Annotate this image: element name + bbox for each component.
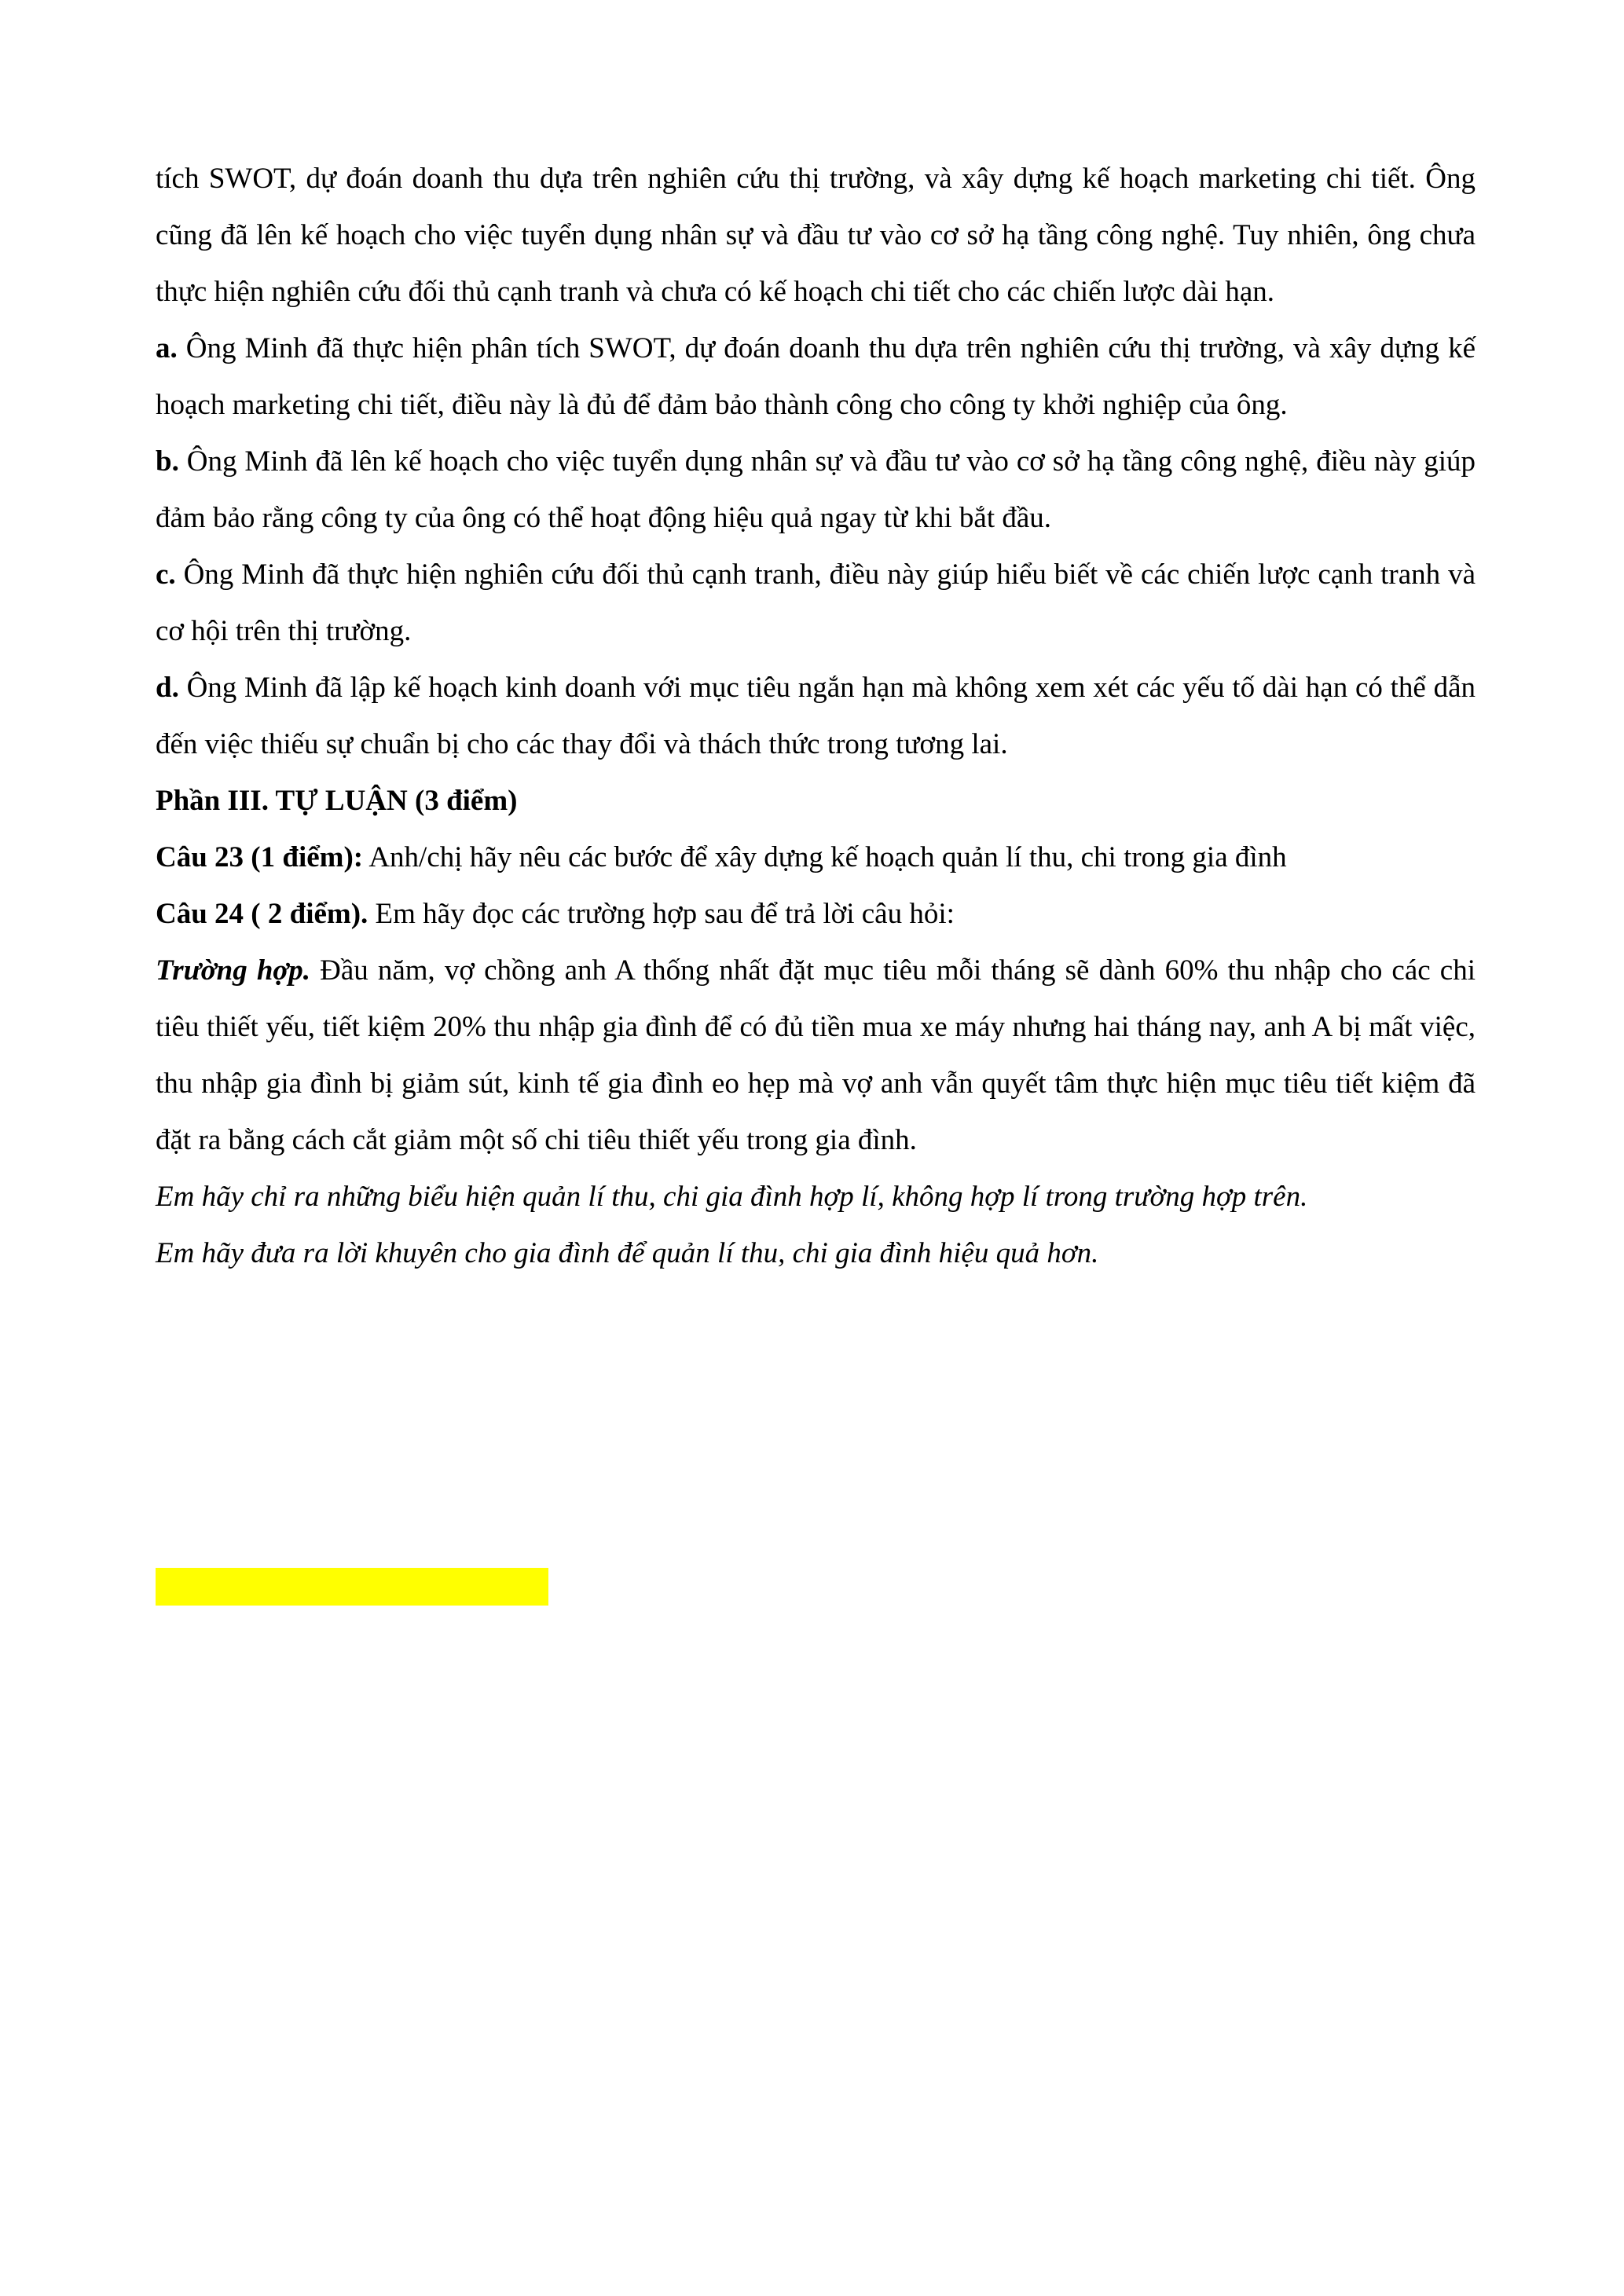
yellow-highlight-bar (156, 1568, 548, 1606)
option-d (156, 660, 1476, 773)
option-b (156, 434, 1476, 547)
section-heading: Phần III. TỰ LUẬN (3 điểm) (156, 785, 518, 817)
option-a (156, 320, 1476, 434)
option-b-label: b. (156, 445, 179, 478)
option-d-label: d. (156, 672, 179, 704)
case-label: Trường hợp. (156, 954, 311, 987)
option-d-text: Ông Minh đã lập kế hoạch kinh doanh với mục tiêu ngắn hạn mà không xem xét các yếu tố dài hạn có thể dẫn đến việc thiếu sự chuẩn bị cho các thay đổi và thách thức trong tương lai. (156, 672, 1476, 760)
option-a-label: a. (156, 332, 178, 364)
question-23-label: Câu 23 (1 điểm): (156, 841, 364, 873)
case-text: Đầu năm, vợ chồng anh A thống nhất đặt mục tiêu mỗi tháng sẽ dành 60% thu nhập cho các chi tiêu thiết yếu, tiết kiệm 20% thu nhập gia đình để có đủ tiền mua xe máy nhưng hai tháng nay, anh A bị mất việc, thu nhập gia đình bị giảm sút, kinh tế gia đình eo hẹp mà vợ anh vẫn quyết tâm thực hiện mục tiêu tiết kiệm đã đặt ra bằng cách cắt giảm một số chi tiêu thiết yếu trong gia đình. (156, 954, 1476, 1156)
question-24-label: Câu 24 ( 2 điểm). (156, 898, 368, 930)
prompt-2: Em hãy đưa ra lời khuyên cho gia đình để quản lí thu, chi gia đình hiệu quả hơn. (156, 1237, 1099, 1269)
prompt-1: Em hãy chỉ ra những biểu hiện quản lí thu, chi gia đình hợp lí, không hợp lí trong trường hợp trên. (156, 1181, 1308, 1213)
question-24-text: Em hãy đọc các trường hợp sau để trả lời câu hỏi: (368, 898, 955, 930)
option-b-text: Ông Minh đã lên kế hoạch cho việc tuyển dụng nhân sự và đầu tư vào cơ sở hạ tầng công nghệ, điều này giúp đảm bảo rằng công ty của ông có thể hoạt động hiệu quả ngay từ khi bắt đầu. (156, 445, 1476, 534)
question-23-text: Anh/chị hãy nêu các bước để xây dựng kế hoạch quản lí thu, chi trong gia đình (363, 841, 1287, 873)
option-c-label: c. (156, 558, 176, 591)
question-23 (156, 829, 1476, 886)
case-paragraph (156, 943, 1476, 1169)
document-page (156, 151, 1476, 1282)
intro-paragraph: tích SWOT, dự đoán doanh thu dựa trên nghiên cứu thị trường, và xây dựng kế hoạch marketing chi tiết. Ông cũng đã lên kế hoạch cho việc tuyển dụng nhân sự và đầu tư vào cơ sở hạ tầng công nghệ. Tuy nhiên, ông chưa thực hiện nghiên cứu đối thủ cạnh tranh và chưa có kế hoạch chi tiết cho các chiến lược dài hạn. (156, 163, 1476, 308)
option-c (156, 547, 1476, 660)
question-24 (156, 886, 1476, 943)
option-c-text: Ông Minh đã thực hiện nghiên cứu đối thủ cạnh tranh, điều này giúp hiểu biết về các chiến lược cạnh tranh và cơ hội trên thị trường. (156, 558, 1476, 647)
option-a-text: Ông Minh đã thực hiện phân tích SWOT, dự đoán doanh thu dựa trên nghiên cứu thị trường, và xây dựng kế hoạch marketing chi tiết, điều này là đủ để đảm bảo thành công cho công ty khởi nghiệp của ông. (156, 332, 1476, 421)
